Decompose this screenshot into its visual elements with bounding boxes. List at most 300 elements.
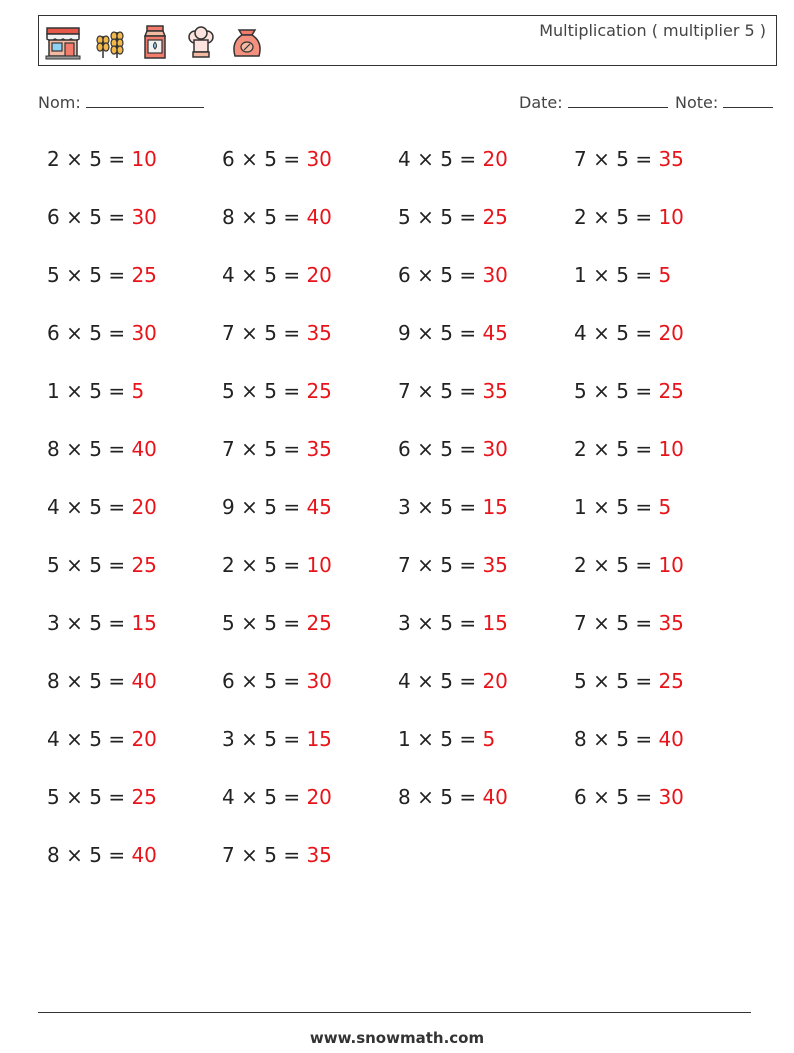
operand-b: 5 [89,263,102,287]
multiplication-problem [398,785,508,809]
equals-sign: = [635,205,653,229]
operand-a: 6 [47,205,60,229]
multiplication-problem [222,147,332,171]
times-sign: × [66,437,83,461]
answer: 30 [131,321,157,345]
multiplication-problem [574,147,684,171]
operand-b: 5 [440,263,453,287]
multiplication-problem [47,495,157,519]
operand-b: 5 [89,843,102,867]
equals-sign: = [108,437,126,461]
equals-sign: = [108,321,126,345]
times-sign: × [66,611,83,635]
operand-b: 5 [89,785,102,809]
operand-a: 2 [47,147,60,171]
multiplication-problem [47,785,157,809]
operand-b: 5 [616,321,629,345]
times-sign: × [593,321,610,345]
multiplication-problem [398,147,508,171]
times-sign: × [593,727,610,751]
equals-sign: = [283,205,301,229]
operand-a: 5 [574,669,587,693]
answer: 40 [306,205,332,229]
answer: 10 [306,553,332,577]
multiplication-problem [398,553,508,577]
multiplication-problem [398,379,508,403]
multiplication-problem [47,611,157,635]
operand-b: 5 [440,147,453,171]
times-sign: × [417,263,434,287]
times-sign: × [593,147,610,171]
answer: 20 [306,785,332,809]
operand-b: 5 [440,785,453,809]
operand-b: 5 [440,669,453,693]
answer: 35 [482,553,508,577]
times-sign: × [593,669,610,693]
answer: 5 [482,727,496,751]
operand-b: 5 [440,205,453,229]
multiplication-problem [574,669,684,693]
times-sign: × [66,205,83,229]
operand-b: 5 [264,843,277,867]
times-sign: × [241,611,258,635]
multiplication-problem [398,611,508,635]
equals-sign: = [635,321,653,345]
footer-url: www.snowmath.com [309,1029,485,1047]
operand-a: 3 [47,611,60,635]
footer-divider [38,1012,751,1013]
multiplication-problem [222,263,332,287]
equals-sign: = [283,379,301,403]
equals-sign: = [108,379,126,403]
multiplication-problem [222,843,332,867]
answer: 20 [658,321,684,345]
operand-b: 5 [616,147,629,171]
name-field [38,93,204,112]
multiplication-problem [574,321,684,345]
equals-sign: = [635,785,653,809]
operand-a: 4 [398,147,411,171]
answer: 5 [131,379,145,403]
operand-b: 5 [440,495,453,519]
answer: 20 [131,495,157,519]
multiplication-problem [47,727,157,751]
operand-b: 5 [89,669,102,693]
times-sign: × [417,205,434,229]
equals-sign: = [635,727,653,751]
operand-b: 5 [89,727,102,751]
answer: 25 [131,785,157,809]
operand-a: 5 [47,263,60,287]
answer: 25 [306,379,332,403]
times-sign: × [593,379,610,403]
answer: 20 [482,669,508,693]
operand-a: 4 [222,263,235,287]
operand-a: 5 [574,379,587,403]
operand-a: 2 [574,553,587,577]
times-sign: × [241,785,258,809]
operand-a: 3 [398,611,411,635]
answer: 35 [306,437,332,461]
operand-b: 5 [264,553,277,577]
operand-b: 5 [264,379,277,403]
answer: 30 [306,669,332,693]
operand-a: 7 [574,147,587,171]
operand-b: 5 [616,727,629,751]
equals-sign: = [108,553,126,577]
operand-a: 1 [574,263,587,287]
operand-a: 7 [222,843,235,867]
multiplication-problem [47,437,157,461]
times-sign: × [593,437,610,461]
times-sign: × [241,669,258,693]
flour-sack-icon [227,22,267,62]
note-label: Note: [675,93,719,112]
equals-sign: = [283,321,301,345]
operand-a: 8 [47,843,60,867]
multiplication-problem [574,263,671,287]
equals-sign: = [459,611,477,635]
operand-a: 7 [222,437,235,461]
operand-b: 5 [616,205,629,229]
equals-sign: = [283,669,301,693]
operand-a: 2 [222,553,235,577]
equals-sign: = [283,147,301,171]
name-line [86,93,204,108]
chef-hat-icon [181,22,221,62]
times-sign: × [66,147,83,171]
equals-sign: = [635,147,653,171]
multiplication-problem [222,669,332,693]
equals-sign: = [459,669,477,693]
answer: 35 [658,611,684,635]
answer: 40 [658,727,684,751]
operand-a: 5 [222,611,235,635]
times-sign: × [593,263,610,287]
equals-sign: = [459,379,477,403]
times-sign: × [417,785,434,809]
answer: 25 [658,379,684,403]
answer: 10 [131,147,157,171]
times-sign: × [593,205,610,229]
equals-sign: = [635,263,653,287]
operand-a: 4 [574,321,587,345]
operand-b: 5 [264,321,277,345]
operand-b: 5 [616,553,629,577]
times-sign: × [66,321,83,345]
times-sign: × [241,263,258,287]
operand-a: 8 [398,785,411,809]
operand-a: 8 [574,727,587,751]
operand-a: 9 [398,321,411,345]
times-sign: × [417,611,434,635]
equals-sign: = [108,495,126,519]
multiplication-problem [47,205,157,229]
times-sign: × [241,553,258,577]
operand-a: 3 [398,495,411,519]
times-sign: × [241,205,258,229]
milk-carton-icon [135,22,175,62]
equals-sign: = [283,785,301,809]
equals-sign: = [459,727,477,751]
multiplication-problem [574,611,684,635]
times-sign: × [241,495,258,519]
operand-b: 5 [89,147,102,171]
operand-a: 5 [47,553,60,577]
answer: 30 [482,437,508,461]
worksheet-title: Multiplication ( multiplier 5 ) [539,21,766,40]
multiplication-problem [222,611,332,635]
operand-a: 5 [398,205,411,229]
answer: 10 [658,205,684,229]
multiplication-problem [398,727,495,751]
operand-a: 3 [222,727,235,751]
multiplication-problem [222,553,332,577]
times-sign: × [417,437,434,461]
operand-a: 8 [47,437,60,461]
equals-sign: = [459,553,477,577]
operand-b: 5 [264,263,277,287]
operand-b: 5 [264,147,277,171]
multiplication-problem [47,379,144,403]
operand-b: 5 [89,205,102,229]
operand-a: 4 [47,495,60,519]
multiplication-problem [47,843,157,867]
operand-a: 8 [47,669,60,693]
answer: 40 [131,437,157,461]
operand-a: 4 [398,669,411,693]
equals-sign: = [635,553,653,577]
operand-b: 5 [89,495,102,519]
equals-sign: = [108,785,126,809]
operand-b: 5 [89,321,102,345]
times-sign: × [417,147,434,171]
times-sign: × [417,495,434,519]
answer: 40 [482,785,508,809]
operand-b: 5 [616,785,629,809]
note-line [723,93,773,108]
operand-b: 5 [264,727,277,751]
equals-sign: = [283,553,301,577]
multiplication-problem [398,205,508,229]
operand-a: 1 [47,379,60,403]
worksheet-header [38,15,777,66]
times-sign: × [417,553,434,577]
answer: 30 [306,147,332,171]
answer: 15 [482,611,508,635]
operand-a: 2 [574,437,587,461]
operand-b: 5 [89,553,102,577]
equals-sign: = [108,205,126,229]
equals-sign: = [459,437,477,461]
operand-a: 6 [222,147,235,171]
operand-b: 5 [264,495,277,519]
answer: 30 [658,785,684,809]
equals-sign: = [635,611,653,635]
operand-b: 5 [89,437,102,461]
answer: 15 [482,495,508,519]
equals-sign: = [635,495,653,519]
times-sign: × [417,321,434,345]
multiplication-problem [398,263,508,287]
equals-sign: = [283,437,301,461]
times-sign: × [593,785,610,809]
equals-sign: = [108,669,126,693]
times-sign: × [241,147,258,171]
equals-sign: = [108,727,126,751]
operand-b: 5 [440,611,453,635]
multiplication-problem [574,379,684,403]
answer: 20 [131,727,157,751]
answer: 25 [482,205,508,229]
times-sign: × [241,843,258,867]
multiplication-problem [398,437,508,461]
multiplication-problem [222,785,332,809]
answer: 25 [658,669,684,693]
multiplication-problem [398,495,508,519]
multiplication-problem [47,321,157,345]
operand-b: 5 [440,321,453,345]
multiplication-problem [398,669,508,693]
operand-a: 8 [222,205,235,229]
times-sign: × [66,553,83,577]
multiplication-problem [222,495,332,519]
operand-b: 5 [616,495,629,519]
date-label: Date: [519,93,563,112]
operand-b: 5 [616,611,629,635]
multiplication-problem [222,205,332,229]
operand-b: 5 [616,437,629,461]
equals-sign: = [283,843,301,867]
multiplication-problem [574,785,684,809]
answer: 40 [131,843,157,867]
operand-b: 5 [264,611,277,635]
operand-b: 5 [616,263,629,287]
equals-sign: = [635,669,653,693]
times-sign: × [593,495,610,519]
answer: 30 [131,205,157,229]
equals-sign: = [108,843,126,867]
multiplication-problem [47,669,157,693]
times-sign: × [241,437,258,461]
answer: 35 [658,147,684,171]
times-sign: × [593,553,610,577]
operand-a: 6 [47,321,60,345]
answer: 25 [131,263,157,287]
times-sign: × [66,843,83,867]
multiplication-problem [47,553,157,577]
equals-sign: = [459,321,477,345]
equals-sign: = [108,611,126,635]
answer: 35 [482,379,508,403]
answer: 5 [658,263,672,287]
equals-sign: = [283,611,301,635]
answer: 25 [306,611,332,635]
equals-sign: = [459,495,477,519]
answer: 30 [482,263,508,287]
multiplication-problem [47,263,157,287]
times-sign: × [417,727,434,751]
multiplication-problem [398,321,508,345]
wheat-icon [89,22,129,62]
answer: 15 [306,727,332,751]
equals-sign: = [635,379,653,403]
times-sign: × [417,669,434,693]
operand-a: 5 [47,785,60,809]
date-line [568,93,668,108]
answer: 25 [131,553,157,577]
multiplication-problem [574,205,684,229]
multiplication-problem [222,379,332,403]
answer: 5 [658,495,672,519]
name-label: Nom: [38,93,81,112]
times-sign: × [241,727,258,751]
multiplication-problem [222,727,332,751]
operand-a: 1 [398,727,411,751]
operand-b: 5 [89,611,102,635]
operand-b: 5 [440,553,453,577]
times-sign: × [66,727,83,751]
operand-a: 7 [398,379,411,403]
times-sign: × [66,495,83,519]
equals-sign: = [635,437,653,461]
multiplication-problem [222,321,332,345]
multiplication-problem [574,437,684,461]
operand-b: 5 [264,785,277,809]
times-sign: × [593,611,610,635]
answer: 45 [306,495,332,519]
answer: 20 [306,263,332,287]
operand-b: 5 [440,437,453,461]
operand-b: 5 [440,379,453,403]
multiplication-problem [222,437,332,461]
operand-a: 7 [222,321,235,345]
operand-b: 5 [264,669,277,693]
times-sign: × [241,379,258,403]
times-sign: × [241,321,258,345]
equals-sign: = [283,727,301,751]
operand-a: 7 [398,553,411,577]
answer: 10 [658,437,684,461]
note-field [675,93,773,112]
answer: 35 [306,843,332,867]
times-sign: × [66,785,83,809]
date-field [519,93,668,112]
equals-sign: = [459,785,477,809]
operand-b: 5 [440,727,453,751]
equals-sign: = [283,495,301,519]
operand-b: 5 [616,379,629,403]
equals-sign: = [459,147,477,171]
answer: 45 [482,321,508,345]
multiplication-problem [574,727,684,751]
times-sign: × [66,263,83,287]
operand-a: 9 [222,495,235,519]
operand-b: 5 [264,205,277,229]
equals-sign: = [283,263,301,287]
equals-sign: = [108,147,126,171]
answer: 40 [131,669,157,693]
answer: 35 [306,321,332,345]
answer: 20 [482,147,508,171]
multiplication-problem [574,553,684,577]
answer: 15 [131,611,157,635]
operand-a: 5 [222,379,235,403]
times-sign: × [66,379,83,403]
operand-b: 5 [89,379,102,403]
operand-b: 5 [616,669,629,693]
operand-a: 6 [574,785,587,809]
